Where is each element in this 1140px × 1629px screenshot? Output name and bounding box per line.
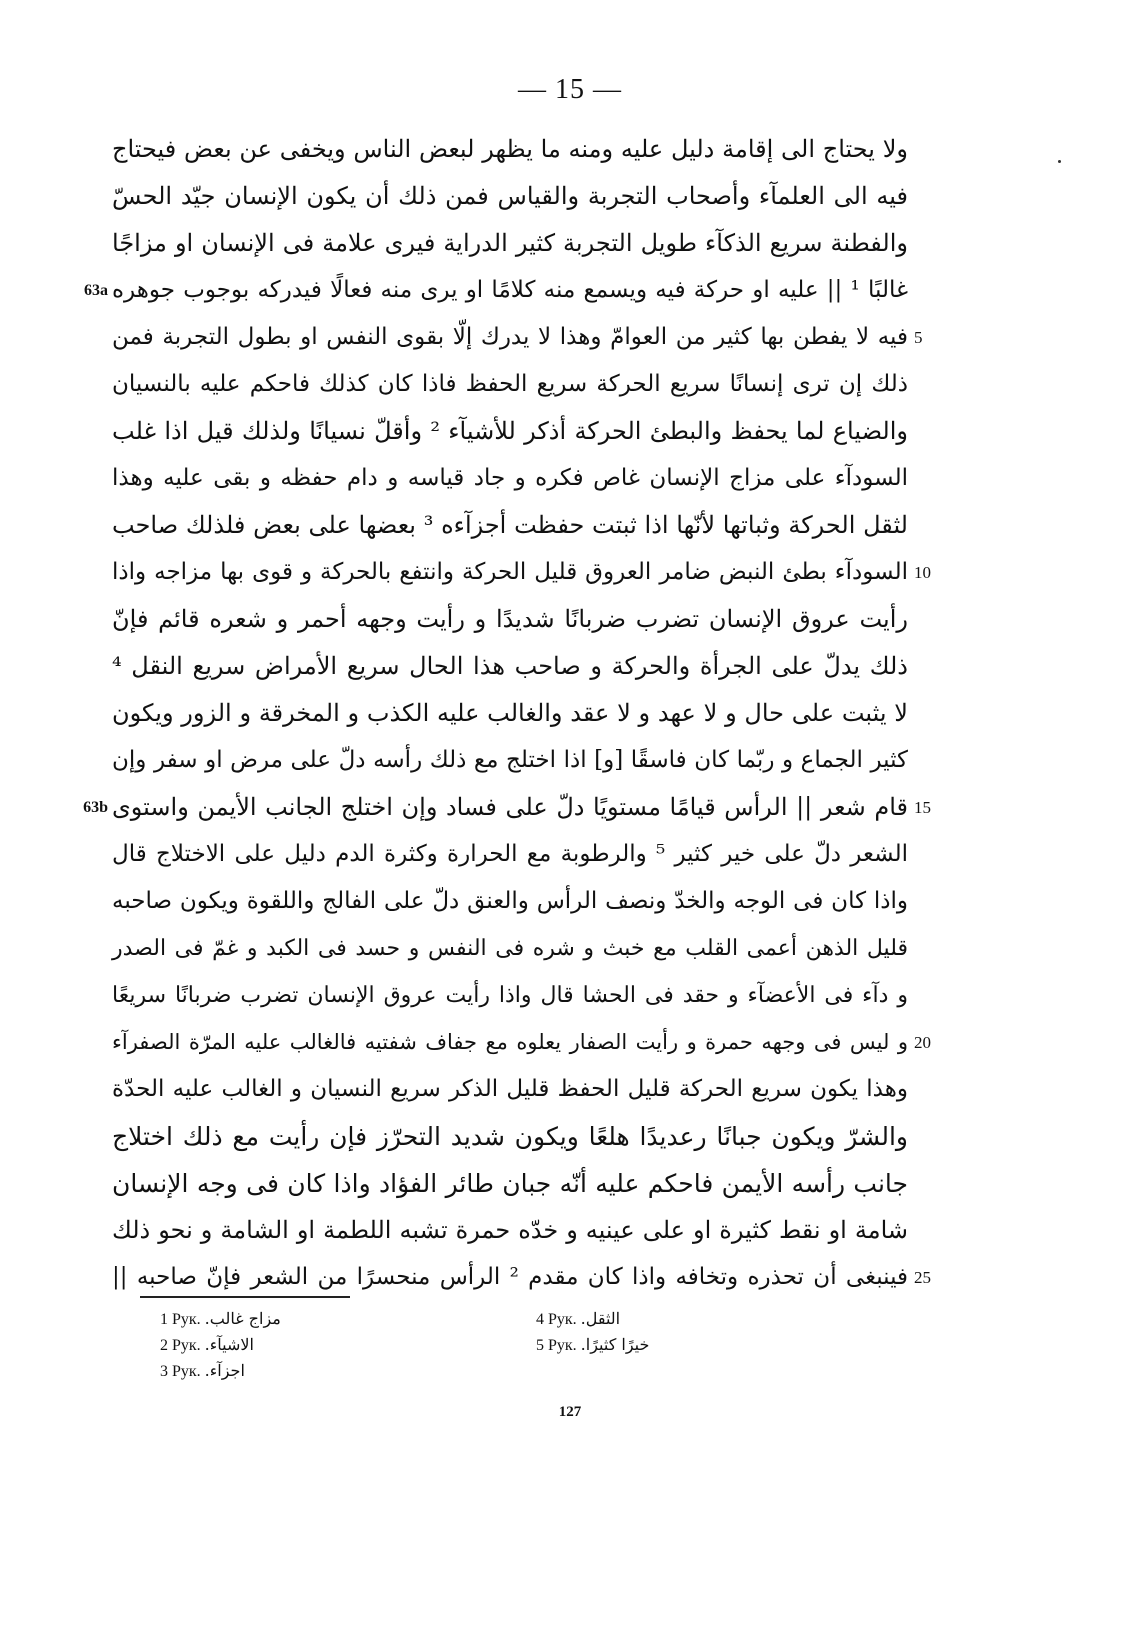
footnote <box>536 1306 620 1332</box>
stray-ink-mark <box>1058 160 1061 163</box>
line-text: ولا يحتاج الى إقامة دليل عليه ومنه ما يظهر لبعض الناس ويخفى عن بعض فيحتاج <box>112 135 908 163</box>
footnote-rule <box>140 1296 350 1298</box>
text-line <box>112 1254 931 1301</box>
line-text: فيه لا يفطن بها كثير من العوامّ وهذا لا يدرك إلّا بقوى النفس او بطول التجربة فمن <box>112 324 908 350</box>
line-number: 5 <box>914 328 923 347</box>
text-line <box>112 361 908 408</box>
footnote <box>536 1332 649 1358</box>
text-line <box>112 314 923 361</box>
text-line <box>112 878 908 925</box>
text-line <box>112 596 908 643</box>
line-text: قام شعر || الرأس قيامًا مستويًا دلّ على فساد وإن اختلج الجانب الأيمن واستوى <box>112 793 908 821</box>
line-text: واذا كان فى الوجه والخدّ ونصف الرأس والعنق دلّ على الفالج واللقوة ويكون صاحبه <box>112 888 908 914</box>
text-line <box>112 972 908 1019</box>
footnote-label: Рук. <box>172 1311 201 1328</box>
line-text: رأيت عروق الإنسان تضرب ضربانًا شديدًا و رأيت وجهه أحمر و شعره قائم فإنّ <box>112 605 908 633</box>
text-line <box>112 1113 908 1160</box>
text-line <box>112 831 908 878</box>
footnote-number: 2 <box>160 1337 168 1354</box>
footnote-label: Рук. <box>172 1363 201 1380</box>
text-line <box>112 1066 908 1113</box>
line-text: و دآء فى الأعضآء و حقد فى الحشا قال واذا رأيت عروق الإنسان تضرب ضربانًا سريعًا <box>112 983 908 1008</box>
text-line <box>112 173 908 220</box>
text-line <box>84 267 908 314</box>
text-line <box>112 455 908 502</box>
line-text: السودآء بطئ النبض ضامر العروق قليل الحركة وانتفع بالحركة و قوى بها مزاجه واذا <box>112 559 908 585</box>
page-header: — 15 — <box>518 74 622 105</box>
footnote <box>160 1332 254 1358</box>
footnote-variant: اجزآء. <box>204 1361 245 1380</box>
text-line <box>83 784 931 831</box>
footnote-label: Рук. <box>548 1311 577 1328</box>
line-text: كثير الجماع و ربّما كان فاسقًا [و] اذا اختلج مع ذلك رأسه دلّ على مرض او سفر وإن <box>112 747 908 773</box>
line-number: 25 <box>914 1268 931 1287</box>
text-line <box>112 126 908 173</box>
line-text: قليل الذهن أعمى القلب مع خبث و شره فى النفس و حسد فى الكبد و غمّ فى الصدر <box>112 936 908 961</box>
footnote-number: 5 <box>536 1337 544 1354</box>
footnote-variant: الثقل. <box>580 1309 621 1328</box>
text-line <box>112 220 908 267</box>
line-text: ذلك يدلّ على الجرأة والحركة و صاحب هذا الحال سريع الأمراض سريع النقل ⁴ <box>112 652 908 680</box>
text-line <box>112 1019 931 1066</box>
line-text: ذلك إن ترى إنسانًا سريع الحركة سريع الحفظ فاذا كان كذلك فاحكم عليه بالنسيان <box>112 371 908 397</box>
line-text: لا يثبت على حال و لا عهد و لا عقد والغالب عليه الكذب و المخرقة و الزور ويكون <box>112 699 908 727</box>
text-line <box>112 549 931 596</box>
footnote <box>160 1306 281 1332</box>
line-text: غالبًا ¹ || عليه او حركة فيه ويسمع منه كلامًا او يرى منه فعالًا فيدركه بوجوب جوهره <box>112 277 908 303</box>
sheet-number: 127 <box>558 1404 582 1420</box>
folio-marker: 63a <box>84 282 108 299</box>
line-number: 20 <box>914 1033 931 1052</box>
line-text: السودآء على مزاج الإنسان غاص فكره و جاد قياسه و دام حفظه و بقى عليه وهذا <box>112 465 908 491</box>
line-number: 10 <box>914 563 931 582</box>
line-text: والشرّ ويكون جبانًا رعديدًا هلعًا ويكون شديد التحرّز فإن رأيت مع ذلك اختلاج <box>112 1122 908 1151</box>
footnote <box>160 1358 245 1384</box>
text-line <box>112 1207 908 1254</box>
footnote-variant: الاشيآء. <box>204 1335 254 1354</box>
text-line <box>112 408 908 455</box>
footnote-number: 4 <box>536 1311 544 1328</box>
line-text: والفطنة سريع الذكآء طويل التجربة كثير الدراية فيرى علامة فى الإنسان او مزاجًا <box>112 229 908 257</box>
footnote-number: 1 <box>160 1311 168 1328</box>
text-line <box>112 502 908 549</box>
line-text: و ليس فى وجهه حمرة و رأيت الصفار يعلوه مع جفاف شفتيه فالغالب عليه المرّة الصفرآء <box>112 1030 908 1054</box>
text-line <box>112 643 908 690</box>
folio-marker: 63b <box>83 799 108 816</box>
line-number: 15 <box>914 798 931 817</box>
footnote-variant: مزاج غالب. <box>204 1309 281 1328</box>
line-text: شامة او نقط كثيرة او على عينيه و خدّه حمرة تشبه اللطمة او الشامة و نحو ذلك <box>112 1216 908 1244</box>
main-text <box>83 126 931 1301</box>
line-text: لثقل الحركة وثباتها لأنّها اذا ثبتت حفظت أجزآءه ³ بعضها على بعض فلذلك صاحب <box>112 511 908 539</box>
line-text: الشعر دلّ على خير كثير ⁵ والرطوبة مع الحرارة وكثرة الدم دليل على الاختلاج قال <box>112 841 908 867</box>
text-line <box>112 737 908 784</box>
line-text: والضياع لما يحفظ والبطئ الحركة أذكر للأشيآء ² وأقلّ نسيانًا ولذلك قيل اذا غلب <box>112 417 908 445</box>
footnote-label: Рук. <box>548 1337 577 1354</box>
footnote-number: 3 <box>160 1363 168 1380</box>
line-text: وهذا يكون سريع الحركة قليل الحفظ قليل الذكر سريع النسيان و الغالب عليه الحدّة <box>112 1076 908 1102</box>
footnote-variant: خيرًا كثيرًا. <box>580 1335 650 1354</box>
line-text: فينبغى أن تحذره وتخافه واذا كان مقدم ² الرأس منحسرًا من الشعر فإنّ صاحبه || <box>112 1264 909 1290</box>
text-line <box>112 925 908 972</box>
line-text: جانب رأسه الأيمن فاحكم عليه أنّه جبان طائر الفؤاد واذا كان فى وجه الإنسان <box>112 1169 908 1198</box>
footnote-label: Рук. <box>172 1337 201 1354</box>
text-line <box>112 1160 908 1207</box>
text-line <box>112 690 908 737</box>
line-text: فيه الى العلمآء وأصحاب التجربة والقياس فمن ذلك أن يكون الإنسان جيّد الحسّ <box>112 182 908 210</box>
